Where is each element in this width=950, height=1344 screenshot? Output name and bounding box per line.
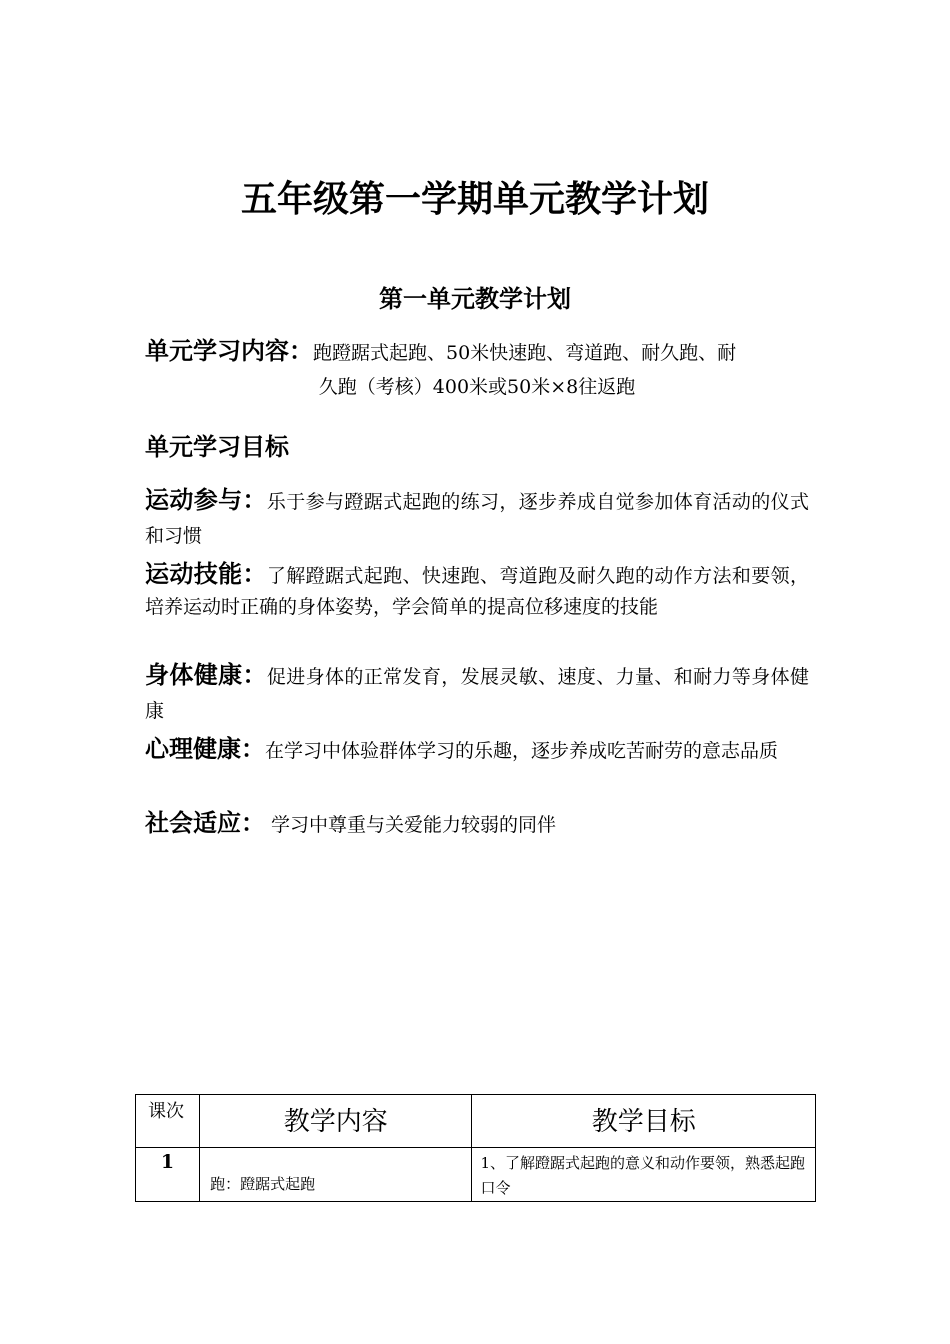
header-goal: 教学目标: [472, 1095, 816, 1148]
lesson-content-cell: 跑：蹬踞式起跑: [200, 1148, 472, 1202]
goal-skills: [145, 559, 809, 623]
goal-label: 运动参与：: [145, 486, 267, 514]
unit-title: 第一单元教学计划: [379, 285, 571, 313]
unit-content-label: 单元学习内容：: [145, 337, 313, 365]
goal-physical-health: [145, 658, 809, 728]
lesson-goal-cell: 1、了解蹬踞式起跑的意义和动作要领，熟悉起跑口令: [472, 1148, 816, 1202]
lesson-no-cell: 1: [136, 1148, 200, 1202]
goal-social-adaptation: [145, 806, 809, 842]
table-row: [136, 1148, 816, 1202]
goal-label: 运动技能：: [145, 560, 267, 588]
page-title: 五年级第一学期单元教学计划: [240, 179, 709, 220]
unit-content-line2: 久跑（考核）400米或50米×8往返跑: [318, 376, 636, 398]
goal-participation: [145, 483, 809, 553]
unit-content: [145, 334, 809, 404]
header-lesson-no: 课次: [136, 1095, 200, 1148]
header-content: 教学内容: [200, 1095, 472, 1148]
goal-text: 在学习中体验群体学习的乐趣，逐步养成吃苦耐劳的意志品质: [265, 740, 779, 762]
unit-content-line1: 跑蹬踞式起跑、50米快速跑、弯道跑、耐久跑、耐: [313, 342, 737, 364]
goal-label: 心理健康：: [145, 735, 265, 763]
lesson-table: [135, 1094, 816, 1202]
goal-label: 社会适应：: [145, 809, 265, 837]
goal-text: 乐于参与蹬踞式起跑的练习，逐步养成自觉参加体育活动的仪式和习惯: [145, 491, 809, 547]
objectives-heading: 单元学习目标: [145, 433, 289, 461]
goal-mental-health: [145, 732, 809, 768]
goal-label: 身体健康：: [145, 661, 267, 689]
goal-text: 了解蹬踞式起跑、快速跑、弯道跑及耐久跑的动作方法和要领，培养运动时正确的身体姿势，学会简单的提高位移速度的技能: [145, 565, 809, 618]
goal-text: 学习中尊重与关爱能力较弱的同伴: [265, 814, 557, 836]
goal-text: 促进身体的正常发育，发展灵敏、速度、力量、和耐力等身体健康: [145, 666, 809, 722]
table-header-row: [136, 1095, 816, 1148]
